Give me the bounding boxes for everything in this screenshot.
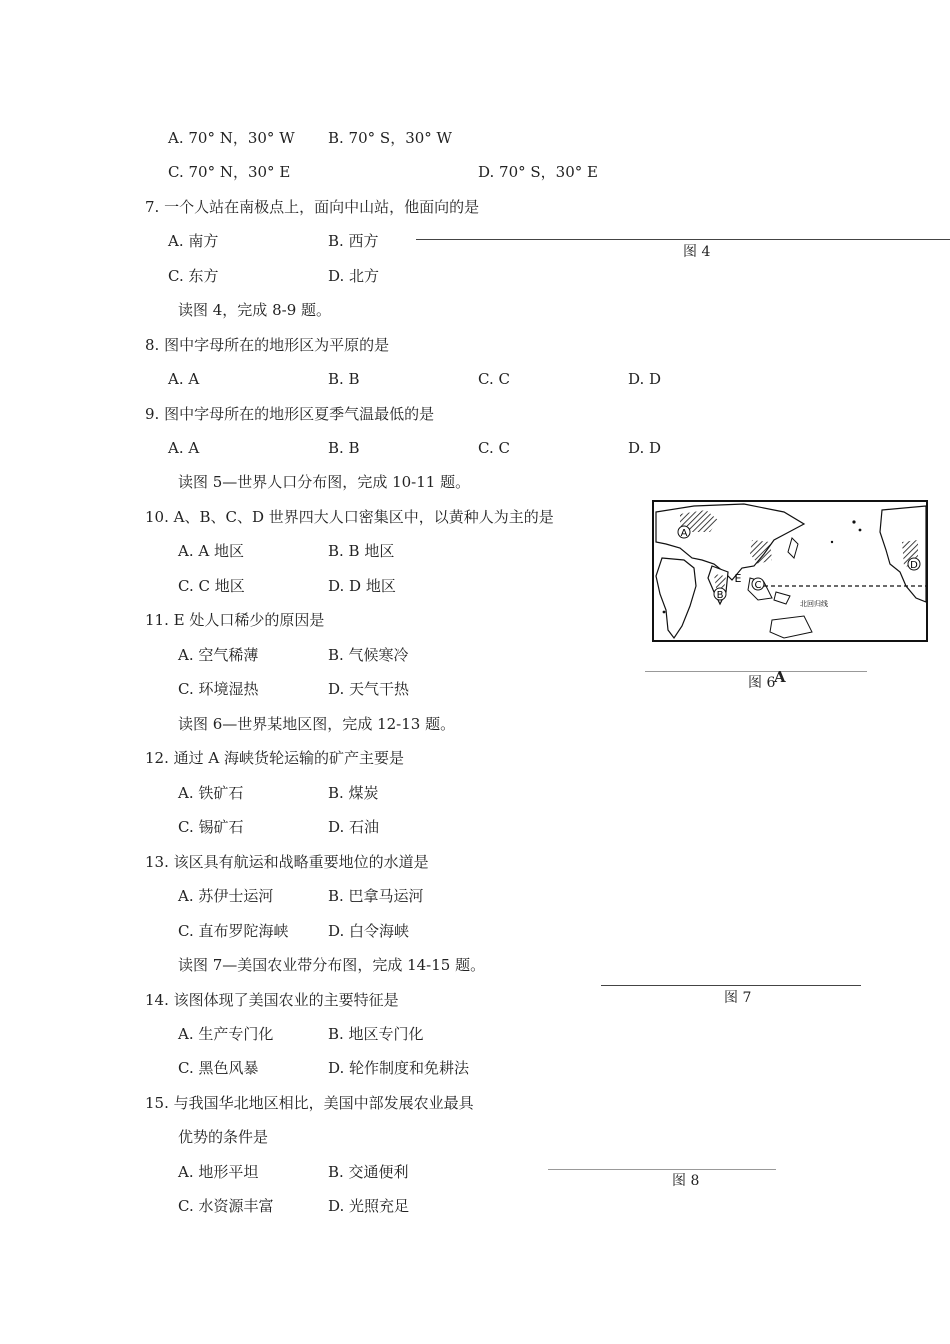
q10-option-b: B. B 地区 bbox=[328, 542, 395, 560]
q13-stem: 13. 该区具有航运和战略重要地位的水道是 bbox=[145, 853, 429, 871]
q8-option-a: A. A bbox=[168, 370, 200, 388]
q6-option-b: B. 70° S，30° W bbox=[328, 129, 452, 147]
figure-8-caption: 图 8 bbox=[672, 1173, 700, 1189]
q13-option-a: A. 苏伊士运河 bbox=[178, 887, 274, 905]
japan-islands bbox=[788, 538, 798, 558]
figure-6-frame-line bbox=[645, 671, 867, 672]
q10-option-c: C. C 地区 bbox=[178, 577, 245, 595]
map-label-tropic: 北回归线 bbox=[800, 600, 828, 608]
map-label-b: B bbox=[716, 590, 724, 601]
q6-option-c: C. 70° N，30° E bbox=[168, 163, 291, 181]
q13-option-b: B. 巴拿马运河 bbox=[328, 887, 424, 905]
figure-6-caption: 图 6 bbox=[748, 675, 776, 691]
figure-4-frame-line bbox=[416, 239, 950, 240]
q12-option-c: C. 锡矿石 bbox=[178, 818, 244, 836]
q6-option-d: D. 70° S，30° E bbox=[478, 163, 598, 181]
world-map-drawing bbox=[654, 502, 926, 640]
q9-option-a: A. A bbox=[168, 439, 200, 457]
q15-option-c: C. 水资源丰富 bbox=[178, 1197, 274, 1215]
figure-8-frame-line bbox=[548, 1169, 776, 1170]
q14-stem: 14. 该图体现了美国农业的主要特征是 bbox=[145, 991, 399, 1009]
q7-option-a: A. 南方 bbox=[168, 232, 219, 250]
q14-option-a: A. 生产专门化 bbox=[178, 1025, 274, 1043]
map-label-e: E bbox=[734, 572, 742, 585]
q9-stem: 9. 图中字母所在的地形区夏季气温最低的是 bbox=[145, 405, 435, 423]
q8-option-d: D. D bbox=[628, 370, 662, 388]
q10-option-a: A. A 地区 bbox=[178, 542, 244, 560]
figure-5-intro: 读图 5—世界人口分布图，完成 10-11 题。 bbox=[178, 473, 471, 491]
map-label-a: A bbox=[680, 528, 688, 539]
q9-option-b: B. B bbox=[328, 439, 360, 457]
figure-4-intro: 读图 4，完成 8-9 题。 bbox=[178, 301, 332, 319]
q7-stem: 7. 一个人站在南极点上，面向中山站，他面向的是 bbox=[145, 198, 480, 216]
australia-landmass bbox=[770, 616, 812, 638]
q12-option-a: A. 铁矿石 bbox=[178, 784, 244, 802]
q10-option-d: D. D 地区 bbox=[328, 577, 396, 595]
q11-option-c: C. 环境湿热 bbox=[178, 680, 259, 698]
q15-option-a: A. 地形平坦 bbox=[178, 1163, 259, 1181]
q9-option-d: D. D bbox=[628, 439, 662, 457]
figure-6-mark-a: A bbox=[774, 668, 786, 686]
map-label-c: C bbox=[754, 580, 762, 591]
q11-stem: 11. E 处人口稀少的原因是 bbox=[145, 611, 325, 629]
map-label-d: D bbox=[910, 560, 918, 571]
world-population-map bbox=[652, 500, 928, 642]
q10-stem: 10. A、B、C、D 世界四大人口密集区中，以黄种人为主的是 bbox=[145, 508, 554, 526]
q12-stem: 12. 通过 A 海峡货轮运输的矿产主要是 bbox=[145, 749, 404, 767]
q6-option-a: A. 70° N，30° W bbox=[168, 129, 295, 147]
q7-option-c: C. 东方 bbox=[168, 267, 219, 285]
figure-7-caption: 图 7 bbox=[724, 990, 752, 1006]
q15-option-b: B. 交通便利 bbox=[328, 1163, 409, 1181]
q11-option-b: B. 气候寒冷 bbox=[328, 646, 409, 664]
figure-4-caption: 图 4 bbox=[683, 244, 711, 260]
q13-option-c: C. 直布罗陀海峡 bbox=[178, 922, 289, 940]
q8-option-b: B. B bbox=[328, 370, 360, 388]
q14-option-c: C. 黑色风暴 bbox=[178, 1059, 259, 1077]
q15-stem: 15. 与我国华北地区相比，美国中部发展农业最具 bbox=[145, 1094, 474, 1112]
q8-option-c: C. C bbox=[478, 370, 510, 388]
q7-option-b: B. 西方 bbox=[328, 232, 379, 250]
q12-option-d: D. 石油 bbox=[328, 818, 380, 836]
q9-option-c: C. C bbox=[478, 439, 510, 457]
q11-option-d: D. 天气干热 bbox=[328, 680, 410, 698]
q13-option-d: D. 白令海峡 bbox=[328, 922, 410, 940]
q7-option-d: D. 北方 bbox=[328, 267, 380, 285]
q15-option-d: D. 光照充足 bbox=[328, 1197, 410, 1215]
q14-option-b: B. 地区专门化 bbox=[328, 1025, 424, 1043]
q11-option-a: A. 空气稀薄 bbox=[178, 646, 259, 664]
q15-stem-continued: 优势的条件是 bbox=[178, 1128, 269, 1146]
africa-landmass bbox=[656, 558, 696, 638]
figure-7-frame-line bbox=[601, 985, 861, 986]
figure-6-intro: 读图 6—世界某地区图，完成 12-13 题。 bbox=[178, 715, 456, 733]
q8-stem: 8. 图中字母所在的地形区为平原的是 bbox=[145, 336, 390, 354]
figure-7-intro: 读图 7—美国农业带分布图，完成 14-15 题。 bbox=[178, 956, 486, 974]
q12-option-b: B. 煤炭 bbox=[328, 784, 379, 802]
q14-option-d: D. 轮作制度和免耕法 bbox=[328, 1059, 470, 1077]
